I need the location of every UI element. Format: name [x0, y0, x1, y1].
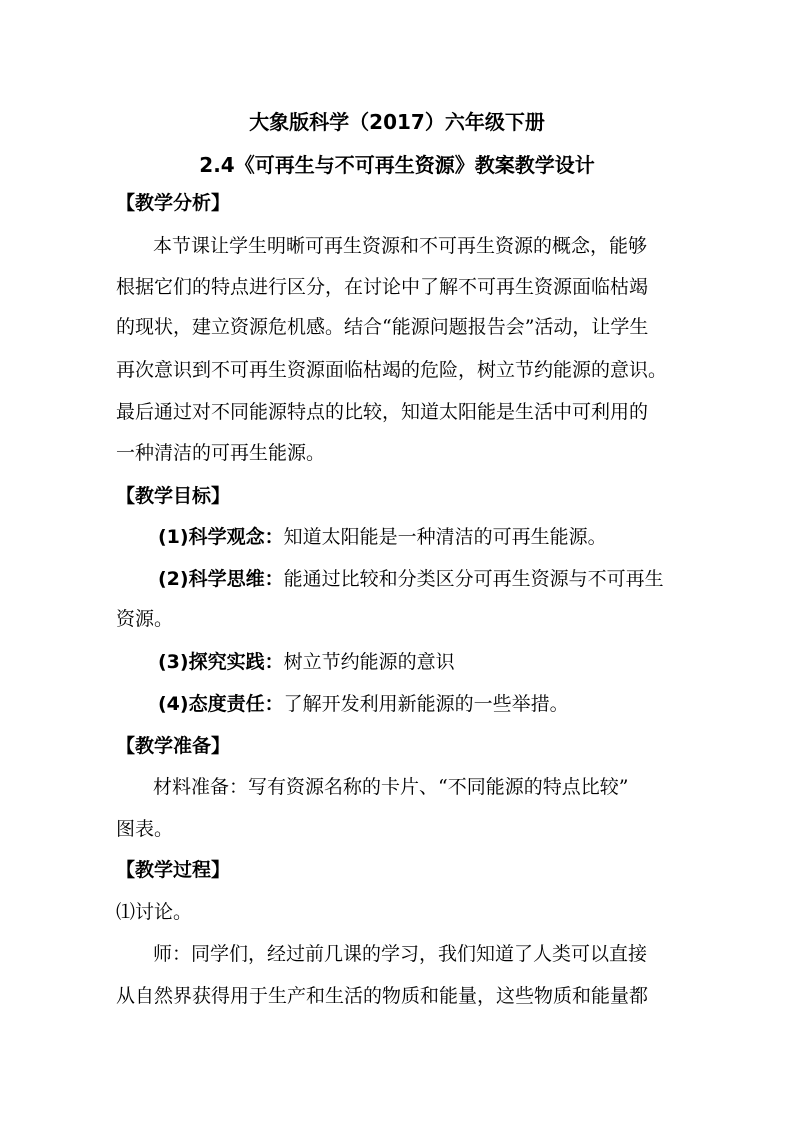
paragraph-line: 的现状，建立资源危机感。结合“能源问题报告会”活动，让学生	[116, 316, 649, 338]
paragraph-line: 师：同学们，经过前几课的学习，我们知道了人类可以直接	[153, 943, 648, 965]
document-title: 大象版科学（2017）六年级下册	[249, 110, 545, 134]
paragraph-line: 材料准备：写有资源名称的卡片、“不同能源的特点比较”	[153, 776, 629, 798]
objective-label: (4)态度责任：	[158, 693, 284, 715]
objective-text: 树立节约能源的意识	[283, 651, 455, 673]
objective-text: 能通过比较和分类区分可再生资源与不可再生	[283, 568, 664, 590]
section-heading-process: 【教学过程】	[116, 859, 231, 881]
objective-item	[158, 522, 607, 549]
section-heading-preparation: 【教学准备】	[116, 735, 231, 757]
paragraph-line: 一种清洁的可再生能源。	[116, 442, 326, 464]
objective-text: 了解开发利用新能源的一些举措。	[283, 693, 569, 715]
objective-item	[158, 647, 455, 674]
objective-label: (1)科学观念：	[158, 526, 284, 548]
objective-continuation	[116, 604, 173, 631]
objective-text: 资源。	[116, 608, 174, 630]
section-heading-objectives: 【教学目标】	[116, 485, 231, 507]
paragraph-line: ⑴讨论。	[116, 901, 193, 923]
paragraph-line: 最后通过对不同能源特点的比较，知道太阳能是生活中可利用的	[116, 401, 649, 423]
objective-label: (3)探究实践：	[158, 651, 284, 673]
objective-item	[158, 689, 569, 716]
paragraph-line: 图表。	[116, 818, 174, 840]
objective-text: 知道太阳能是一种清洁的可再生能源。	[283, 526, 607, 548]
paragraph-line: 根据它们的特点进行区分，在讨论中了解不可再生资源面临枯竭	[116, 276, 649, 298]
paragraph-line: 本节课让学生明晰可再生资源和不可再生资源的概念，能够	[153, 235, 648, 257]
section-heading-analysis: 【教学分析】	[116, 192, 231, 214]
objective-item	[158, 564, 664, 591]
paragraph-line: 从自然界获得用于生产和生活的物质和能量，这些物质和能量都	[116, 985, 649, 1007]
document-subtitle: 2.4《可再生与不可再生资源》教案教学设计	[199, 153, 595, 177]
paragraph-line: 再次意识到不可再生资源面临枯竭的危险，树立节约能源的意识。	[116, 359, 668, 381]
objective-label: (2)科学思维：	[158, 568, 284, 590]
